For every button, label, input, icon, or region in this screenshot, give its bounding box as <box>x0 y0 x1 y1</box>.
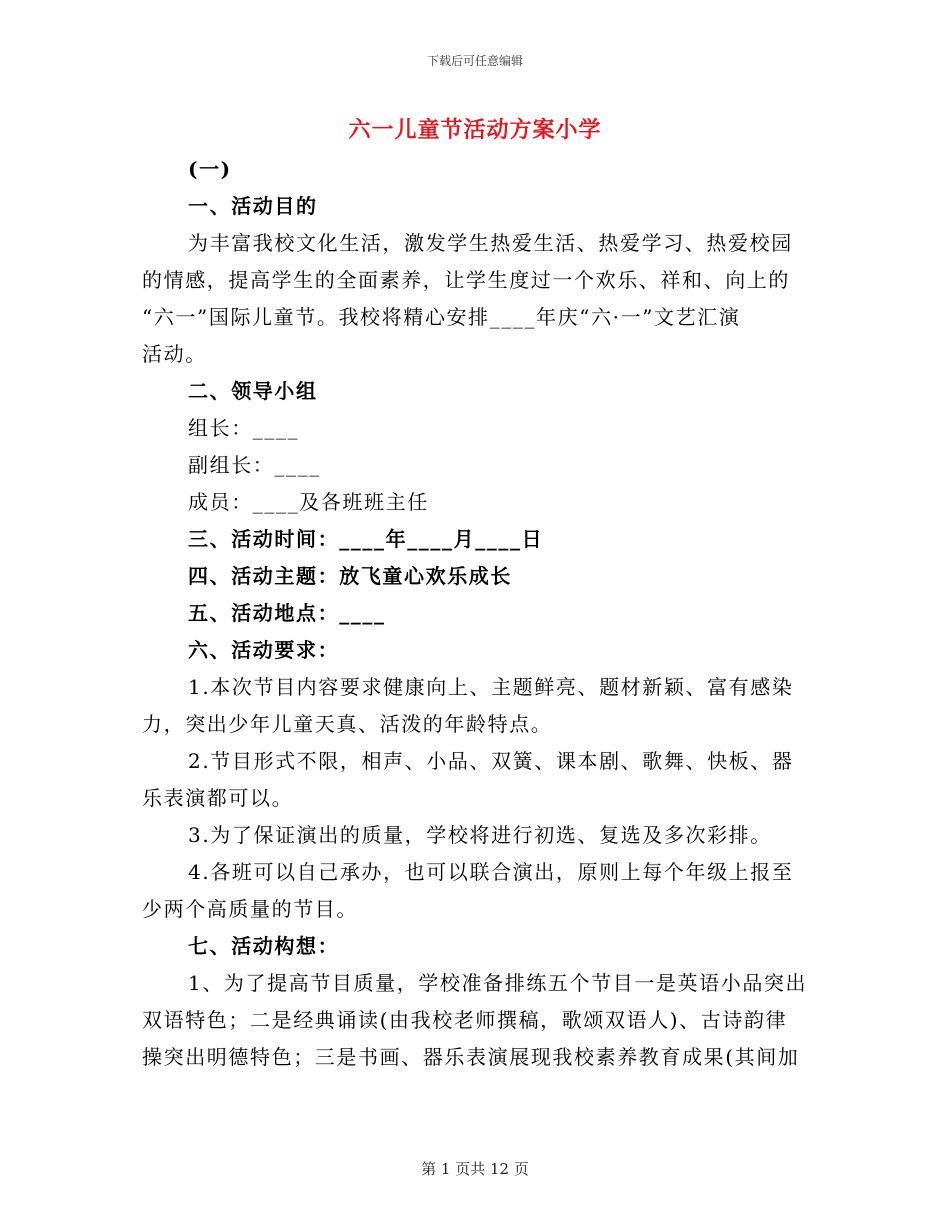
heading-activity-time: 三、活动时间：____年____月____日 <box>188 527 544 551</box>
heading-activity-purpose: 一、活动目的 <box>188 194 318 218</box>
paragraph-line: 的情感，提高学生的全面素养，让学生度过一个欢乐、祥和、向上的 <box>142 268 790 292</box>
paragraph-line: 操突出明德特色；三是书画、器乐表演展现我校素养教育成果(其间加 <box>142 1045 800 1069</box>
section-marker: (一) <box>188 157 232 181</box>
leader-line: 组长：____ <box>188 416 300 440</box>
page-header-note: 下载后可任意编辑 <box>426 54 523 68</box>
paragraph-line: 1、为了提高节目质量，学校准备排练五个节目一是英语小品突出 <box>188 971 808 995</box>
paragraph-line: “六一”国际儿童节。我校将精心安排____年庆“六·一”文艺汇演 <box>142 305 741 329</box>
deputy-leader-line: 副组长：____ <box>188 453 321 477</box>
heading-leadership-group: 二、领导小组 <box>188 379 318 403</box>
paragraph-line: 乐表演都可以。 <box>142 786 294 810</box>
heading-activity-location: 五、活动地点：____ <box>188 601 386 625</box>
requirement-item: 2.节目形式不限，相声、小品、双簧、课本剧、歌舞、快板、器 <box>188 749 794 773</box>
paragraph-line: 为丰富我校文化生活，激发学生热爱生活、热爱学习、热爱校园 <box>188 231 793 255</box>
requirement-item: 4.各班可以自己承办，也可以联合演出，原则上每个年级上报至 <box>188 860 794 884</box>
paragraph-line: 力，突出少年儿童天真、活泼的年龄特点。 <box>142 712 553 736</box>
page-number-footer: 第 1 页共 12 页 <box>421 1160 529 1178</box>
document-title: 六一儿童节活动方案小学 <box>348 117 602 143</box>
paragraph-line: 双语特色；二是经典诵读(由我校老师撰稿，歌颂双语人)、古诗韵律 <box>142 1008 788 1032</box>
members-line: 成员：____及各班班主任 <box>188 490 429 514</box>
paragraph-line: 活动。 <box>142 342 207 366</box>
heading-activity-concept: 七、活动构想： <box>188 934 340 958</box>
document-body <box>142 151 810 1076</box>
requirement-item: 3.为了保证演出的质量，学校将进行初选、复选及多次彩排。 <box>188 823 772 847</box>
heading-activity-theme: 四、活动主题：放飞童心欢乐成长 <box>188 564 512 588</box>
heading-activity-requirements: 六、活动要求： <box>188 638 340 662</box>
requirement-item: 1.本次节目内容要求健康向上、主题鲜亮、题材新颖、富有感染 <box>188 675 794 699</box>
paragraph-line: 少两个高质量的节目。 <box>142 897 358 921</box>
